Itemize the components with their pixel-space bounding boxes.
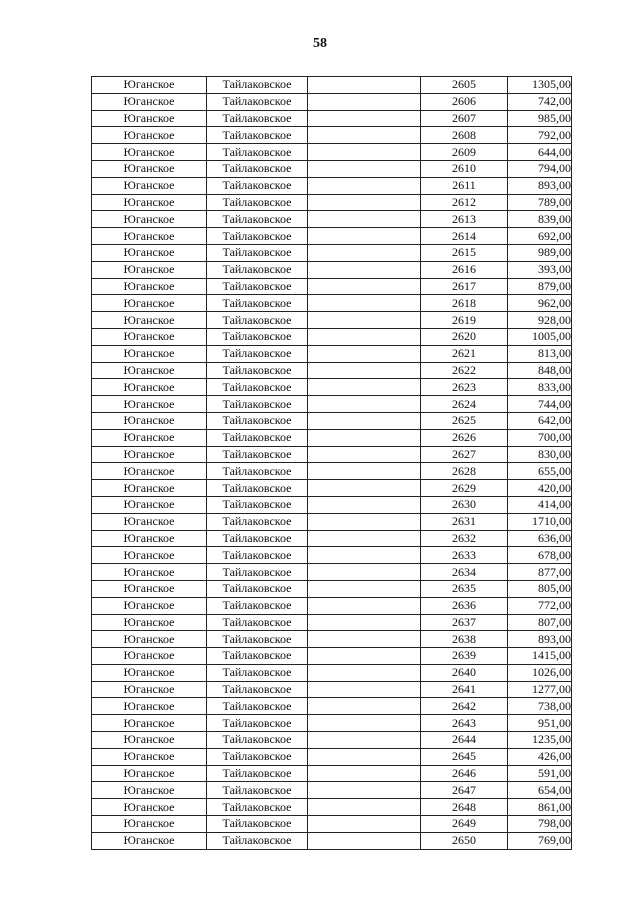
field-name-cell: Юганское bbox=[92, 698, 207, 715]
value-cell: 692,00 bbox=[508, 228, 572, 245]
value-cell: 833,00 bbox=[508, 379, 572, 396]
well-number-cell: 2626 bbox=[421, 429, 508, 446]
blank-cell bbox=[308, 211, 421, 228]
field-name-cell: Юганское bbox=[92, 614, 207, 631]
value-cell: 1026,00 bbox=[508, 664, 572, 681]
table-row bbox=[92, 732, 572, 749]
value-cell: 742,00 bbox=[508, 93, 572, 110]
field-name-cell: Юганское bbox=[92, 328, 207, 345]
field-name-cell: Юганское bbox=[92, 648, 207, 665]
area-name-cell: Тайлаковское bbox=[207, 564, 308, 581]
value-cell: 642,00 bbox=[508, 412, 572, 429]
area-name-cell: Тайлаковское bbox=[207, 127, 308, 144]
table-row bbox=[92, 194, 572, 211]
table-row bbox=[92, 160, 572, 177]
well-number-cell: 2640 bbox=[421, 664, 508, 681]
field-name-cell: Юганское bbox=[92, 732, 207, 749]
well-number-cell: 2611 bbox=[421, 177, 508, 194]
table-row bbox=[92, 328, 572, 345]
blank-cell bbox=[308, 816, 421, 833]
area-name-cell: Тайлаковское bbox=[207, 496, 308, 513]
field-name-cell: Юганское bbox=[92, 816, 207, 833]
table-row bbox=[92, 345, 572, 362]
area-name-cell: Тайлаковское bbox=[207, 312, 308, 329]
value-cell: 985,00 bbox=[508, 110, 572, 127]
blank-cell bbox=[308, 480, 421, 497]
value-cell: 1305,00 bbox=[508, 77, 572, 94]
blank-cell bbox=[308, 564, 421, 581]
value-cell: 893,00 bbox=[508, 631, 572, 648]
well-number-cell: 2630 bbox=[421, 496, 508, 513]
table-row bbox=[92, 93, 572, 110]
area-name-cell: Тайлаковское bbox=[207, 177, 308, 194]
area-name-cell: Тайлаковское bbox=[207, 463, 308, 480]
value-cell: 772,00 bbox=[508, 597, 572, 614]
blank-cell bbox=[308, 446, 421, 463]
well-number-cell: 2631 bbox=[421, 513, 508, 530]
well-number-cell: 2638 bbox=[421, 631, 508, 648]
page-number: 58 bbox=[313, 36, 327, 51]
value-cell: 893,00 bbox=[508, 177, 572, 194]
blank-cell bbox=[308, 496, 421, 513]
well-number-cell: 2616 bbox=[421, 261, 508, 278]
area-name-cell: Тайлаковское bbox=[207, 110, 308, 127]
table-row bbox=[92, 177, 572, 194]
field-name-cell: Юганское bbox=[92, 345, 207, 362]
value-cell: 805,00 bbox=[508, 580, 572, 597]
table-row bbox=[92, 782, 572, 799]
area-name-cell: Тайлаковское bbox=[207, 832, 308, 849]
value-cell: 1277,00 bbox=[508, 681, 572, 698]
well-number-cell: 2639 bbox=[421, 648, 508, 665]
well-number-cell: 2615 bbox=[421, 244, 508, 261]
value-cell: 830,00 bbox=[508, 446, 572, 463]
value-cell: 414,00 bbox=[508, 496, 572, 513]
area-name-cell: Тайлаковское bbox=[207, 244, 308, 261]
table-row bbox=[92, 412, 572, 429]
field-name-cell: Юганское bbox=[92, 799, 207, 816]
value-cell: 962,00 bbox=[508, 295, 572, 312]
registry-table bbox=[91, 76, 572, 850]
well-number-cell: 2634 bbox=[421, 564, 508, 581]
blank-cell bbox=[308, 530, 421, 547]
table-row bbox=[92, 664, 572, 681]
table-row bbox=[92, 379, 572, 396]
table-row bbox=[92, 480, 572, 497]
blank-cell bbox=[308, 429, 421, 446]
blank-cell bbox=[308, 177, 421, 194]
blank-cell bbox=[308, 664, 421, 681]
table-row bbox=[92, 597, 572, 614]
area-name-cell: Тайлаковское bbox=[207, 144, 308, 161]
area-name-cell: Тайлаковское bbox=[207, 547, 308, 564]
blank-cell bbox=[308, 698, 421, 715]
blank-cell bbox=[308, 110, 421, 127]
well-number-cell: 2641 bbox=[421, 681, 508, 698]
field-name-cell: Юганское bbox=[92, 715, 207, 732]
well-number-cell: 2627 bbox=[421, 446, 508, 463]
field-name-cell: Юганское bbox=[92, 480, 207, 497]
well-number-cell: 2624 bbox=[421, 396, 508, 413]
table-row bbox=[92, 362, 572, 379]
field-name-cell: Юганское bbox=[92, 144, 207, 161]
area-name-cell: Тайлаковское bbox=[207, 160, 308, 177]
table-row bbox=[92, 564, 572, 581]
field-name-cell: Юганское bbox=[92, 194, 207, 211]
table-row bbox=[92, 748, 572, 765]
area-name-cell: Тайлаковское bbox=[207, 765, 308, 782]
area-name-cell: Тайлаковское bbox=[207, 580, 308, 597]
field-name-cell: Юганское bbox=[92, 211, 207, 228]
table-row bbox=[92, 77, 572, 94]
area-name-cell: Тайлаковское bbox=[207, 211, 308, 228]
field-name-cell: Юганское bbox=[92, 379, 207, 396]
value-cell: 654,00 bbox=[508, 782, 572, 799]
area-name-cell: Тайлаковское bbox=[207, 77, 308, 94]
area-name-cell: Тайлаковское bbox=[207, 698, 308, 715]
field-name-cell: Юганское bbox=[92, 312, 207, 329]
field-name-cell: Юганское bbox=[92, 261, 207, 278]
blank-cell bbox=[308, 127, 421, 144]
area-name-cell: Тайлаковское bbox=[207, 261, 308, 278]
area-name-cell: Тайлаковское bbox=[207, 681, 308, 698]
field-name-cell: Юганское bbox=[92, 127, 207, 144]
well-number-cell: 2612 bbox=[421, 194, 508, 211]
field-name-cell: Юганское bbox=[92, 295, 207, 312]
blank-cell bbox=[308, 77, 421, 94]
area-name-cell: Тайлаковское bbox=[207, 782, 308, 799]
area-name-cell: Тайлаковское bbox=[207, 748, 308, 765]
field-name-cell: Юганское bbox=[92, 177, 207, 194]
blank-cell bbox=[308, 513, 421, 530]
value-cell: 636,00 bbox=[508, 530, 572, 547]
value-cell: 877,00 bbox=[508, 564, 572, 581]
well-number-cell: 2647 bbox=[421, 782, 508, 799]
blank-cell bbox=[308, 328, 421, 345]
field-name-cell: Юганское bbox=[92, 412, 207, 429]
field-name-cell: Юганское bbox=[92, 664, 207, 681]
value-cell: 655,00 bbox=[508, 463, 572, 480]
field-name-cell: Юганское bbox=[92, 530, 207, 547]
table-row bbox=[92, 396, 572, 413]
table-row bbox=[92, 496, 572, 513]
value-cell: 1710,00 bbox=[508, 513, 572, 530]
value-cell: 848,00 bbox=[508, 362, 572, 379]
field-name-cell: Юганское bbox=[92, 93, 207, 110]
well-number-cell: 2636 bbox=[421, 597, 508, 614]
blank-cell bbox=[308, 580, 421, 597]
area-name-cell: Тайлаковское bbox=[207, 446, 308, 463]
value-cell: 951,00 bbox=[508, 715, 572, 732]
field-name-cell: Юганское bbox=[92, 765, 207, 782]
blank-cell bbox=[308, 93, 421, 110]
table-row bbox=[92, 144, 572, 161]
well-number-cell: 2610 bbox=[421, 160, 508, 177]
blank-cell bbox=[308, 614, 421, 631]
table-body bbox=[92, 77, 572, 850]
well-number-cell: 2650 bbox=[421, 832, 508, 849]
blank-cell bbox=[308, 396, 421, 413]
area-name-cell: Тайлаковское bbox=[207, 429, 308, 446]
well-number-cell: 2649 bbox=[421, 816, 508, 833]
blank-cell bbox=[308, 379, 421, 396]
blank-cell bbox=[308, 782, 421, 799]
well-number-cell: 2648 bbox=[421, 799, 508, 816]
well-number-cell: 2625 bbox=[421, 412, 508, 429]
blank-cell bbox=[308, 160, 421, 177]
table-row bbox=[92, 278, 572, 295]
value-cell: 813,00 bbox=[508, 345, 572, 362]
area-name-cell: Тайлаковское bbox=[207, 412, 308, 429]
area-name-cell: Тайлаковское bbox=[207, 396, 308, 413]
table-row bbox=[92, 261, 572, 278]
area-name-cell: Тайлаковское bbox=[207, 816, 308, 833]
blank-cell bbox=[308, 799, 421, 816]
table-row bbox=[92, 580, 572, 597]
area-name-cell: Тайлаковское bbox=[207, 328, 308, 345]
table-row bbox=[92, 446, 572, 463]
well-number-cell: 2609 bbox=[421, 144, 508, 161]
field-name-cell: Юганское bbox=[92, 513, 207, 530]
blank-cell bbox=[308, 244, 421, 261]
field-name-cell: Юганское bbox=[92, 681, 207, 698]
value-cell: 879,00 bbox=[508, 278, 572, 295]
blank-cell bbox=[308, 295, 421, 312]
well-number-cell: 2620 bbox=[421, 328, 508, 345]
table-row bbox=[92, 295, 572, 312]
value-cell: 807,00 bbox=[508, 614, 572, 631]
table-row bbox=[92, 429, 572, 446]
blank-cell bbox=[308, 715, 421, 732]
well-number-cell: 2632 bbox=[421, 530, 508, 547]
table-row bbox=[92, 312, 572, 329]
field-name-cell: Юганское bbox=[92, 278, 207, 295]
blank-cell bbox=[308, 312, 421, 329]
area-name-cell: Тайлаковское bbox=[207, 194, 308, 211]
blank-cell bbox=[308, 412, 421, 429]
table-row bbox=[92, 698, 572, 715]
area-name-cell: Тайлаковское bbox=[207, 513, 308, 530]
value-cell: 420,00 bbox=[508, 480, 572, 497]
value-cell: 1415,00 bbox=[508, 648, 572, 665]
table-row bbox=[92, 648, 572, 665]
well-number-cell: 2629 bbox=[421, 480, 508, 497]
area-name-cell: Тайлаковское bbox=[207, 379, 308, 396]
table-row bbox=[92, 244, 572, 261]
field-name-cell: Юганское bbox=[92, 832, 207, 849]
well-number-cell: 2645 bbox=[421, 748, 508, 765]
field-name-cell: Юганское bbox=[92, 429, 207, 446]
blank-cell bbox=[308, 261, 421, 278]
well-number-cell: 2606 bbox=[421, 93, 508, 110]
well-number-cell: 2614 bbox=[421, 228, 508, 245]
well-number-cell: 2628 bbox=[421, 463, 508, 480]
field-name-cell: Юганское bbox=[92, 782, 207, 799]
well-number-cell: 2613 bbox=[421, 211, 508, 228]
blank-cell bbox=[308, 631, 421, 648]
value-cell: 861,00 bbox=[508, 799, 572, 816]
blank-cell bbox=[308, 832, 421, 849]
value-cell: 769,00 bbox=[508, 832, 572, 849]
value-cell: 1005,00 bbox=[508, 328, 572, 345]
value-cell: 989,00 bbox=[508, 244, 572, 261]
well-number-cell: 2646 bbox=[421, 765, 508, 782]
value-cell: 644,00 bbox=[508, 144, 572, 161]
blank-cell bbox=[308, 547, 421, 564]
table-row bbox=[92, 715, 572, 732]
well-number-cell: 2642 bbox=[421, 698, 508, 715]
well-number-cell: 2635 bbox=[421, 580, 508, 597]
blank-cell bbox=[308, 748, 421, 765]
blank-cell bbox=[308, 648, 421, 665]
blank-cell bbox=[308, 463, 421, 480]
table-row bbox=[92, 681, 572, 698]
value-cell: 839,00 bbox=[508, 211, 572, 228]
field-name-cell: Юганское bbox=[92, 631, 207, 648]
blank-cell bbox=[308, 228, 421, 245]
table-row bbox=[92, 211, 572, 228]
table-row bbox=[92, 530, 572, 547]
area-name-cell: Тайлаковское bbox=[207, 345, 308, 362]
field-name-cell: Юганское bbox=[92, 446, 207, 463]
field-name-cell: Юганское bbox=[92, 463, 207, 480]
table-row bbox=[92, 228, 572, 245]
value-cell: 678,00 bbox=[508, 547, 572, 564]
blank-cell bbox=[308, 194, 421, 211]
area-name-cell: Тайлаковское bbox=[207, 597, 308, 614]
table-row bbox=[92, 832, 572, 849]
table-row bbox=[92, 765, 572, 782]
area-name-cell: Тайлаковское bbox=[207, 228, 308, 245]
area-name-cell: Тайлаковское bbox=[207, 295, 308, 312]
table-row bbox=[92, 110, 572, 127]
blank-cell bbox=[308, 765, 421, 782]
blank-cell bbox=[308, 144, 421, 161]
well-number-cell: 2622 bbox=[421, 362, 508, 379]
value-cell: 738,00 bbox=[508, 698, 572, 715]
field-name-cell: Юганское bbox=[92, 547, 207, 564]
value-cell: 1235,00 bbox=[508, 732, 572, 749]
value-cell: 928,00 bbox=[508, 312, 572, 329]
field-name-cell: Юганское bbox=[92, 748, 207, 765]
area-name-cell: Тайлаковское bbox=[207, 480, 308, 497]
field-name-cell: Юганское bbox=[92, 244, 207, 261]
blank-cell bbox=[308, 278, 421, 295]
field-name-cell: Юганское bbox=[92, 597, 207, 614]
field-name-cell: Юганское bbox=[92, 228, 207, 245]
field-name-cell: Юганское bbox=[92, 496, 207, 513]
value-cell: 591,00 bbox=[508, 765, 572, 782]
well-number-cell: 2605 bbox=[421, 77, 508, 94]
table-row bbox=[92, 463, 572, 480]
well-number-cell: 2633 bbox=[421, 547, 508, 564]
value-cell: 393,00 bbox=[508, 261, 572, 278]
field-name-cell: Юганское bbox=[92, 160, 207, 177]
blank-cell bbox=[308, 362, 421, 379]
area-name-cell: Тайлаковское bbox=[207, 732, 308, 749]
area-name-cell: Тайлаковское bbox=[207, 664, 308, 681]
field-name-cell: Юганское bbox=[92, 110, 207, 127]
value-cell: 789,00 bbox=[508, 194, 572, 211]
area-name-cell: Тайлаковское bbox=[207, 648, 308, 665]
value-cell: 798,00 bbox=[508, 816, 572, 833]
well-number-cell: 2607 bbox=[421, 110, 508, 127]
blank-cell bbox=[308, 597, 421, 614]
blank-cell bbox=[308, 732, 421, 749]
well-number-cell: 2619 bbox=[421, 312, 508, 329]
value-cell: 792,00 bbox=[508, 127, 572, 144]
well-number-cell: 2618 bbox=[421, 295, 508, 312]
blank-cell bbox=[308, 345, 421, 362]
table-row bbox=[92, 614, 572, 631]
table-row bbox=[92, 816, 572, 833]
area-name-cell: Тайлаковское bbox=[207, 278, 308, 295]
field-name-cell: Юганское bbox=[92, 396, 207, 413]
area-name-cell: Тайлаковское bbox=[207, 631, 308, 648]
well-number-cell: 2621 bbox=[421, 345, 508, 362]
field-name-cell: Юганское bbox=[92, 77, 207, 94]
table-row bbox=[92, 547, 572, 564]
well-number-cell: 2608 bbox=[421, 127, 508, 144]
well-number-cell: 2637 bbox=[421, 614, 508, 631]
table-row bbox=[92, 631, 572, 648]
area-name-cell: Тайлаковское bbox=[207, 715, 308, 732]
table-row bbox=[92, 127, 572, 144]
field-name-cell: Юганское bbox=[92, 580, 207, 597]
area-name-cell: Тайлаковское bbox=[207, 362, 308, 379]
table-row bbox=[92, 513, 572, 530]
field-name-cell: Юганское bbox=[92, 564, 207, 581]
value-cell: 426,00 bbox=[508, 748, 572, 765]
table-row bbox=[92, 799, 572, 816]
well-number-cell: 2644 bbox=[421, 732, 508, 749]
area-name-cell: Тайлаковское bbox=[207, 530, 308, 547]
area-name-cell: Тайлаковское bbox=[207, 614, 308, 631]
value-cell: 744,00 bbox=[508, 396, 572, 413]
value-cell: 794,00 bbox=[508, 160, 572, 177]
area-name-cell: Тайлаковское bbox=[207, 93, 308, 110]
value-cell: 700,00 bbox=[508, 429, 572, 446]
area-name-cell: Тайлаковское bbox=[207, 799, 308, 816]
well-number-cell: 2617 bbox=[421, 278, 508, 295]
well-number-cell: 2643 bbox=[421, 715, 508, 732]
well-number-cell: 2623 bbox=[421, 379, 508, 396]
blank-cell bbox=[308, 681, 421, 698]
field-name-cell: Юганское bbox=[92, 362, 207, 379]
